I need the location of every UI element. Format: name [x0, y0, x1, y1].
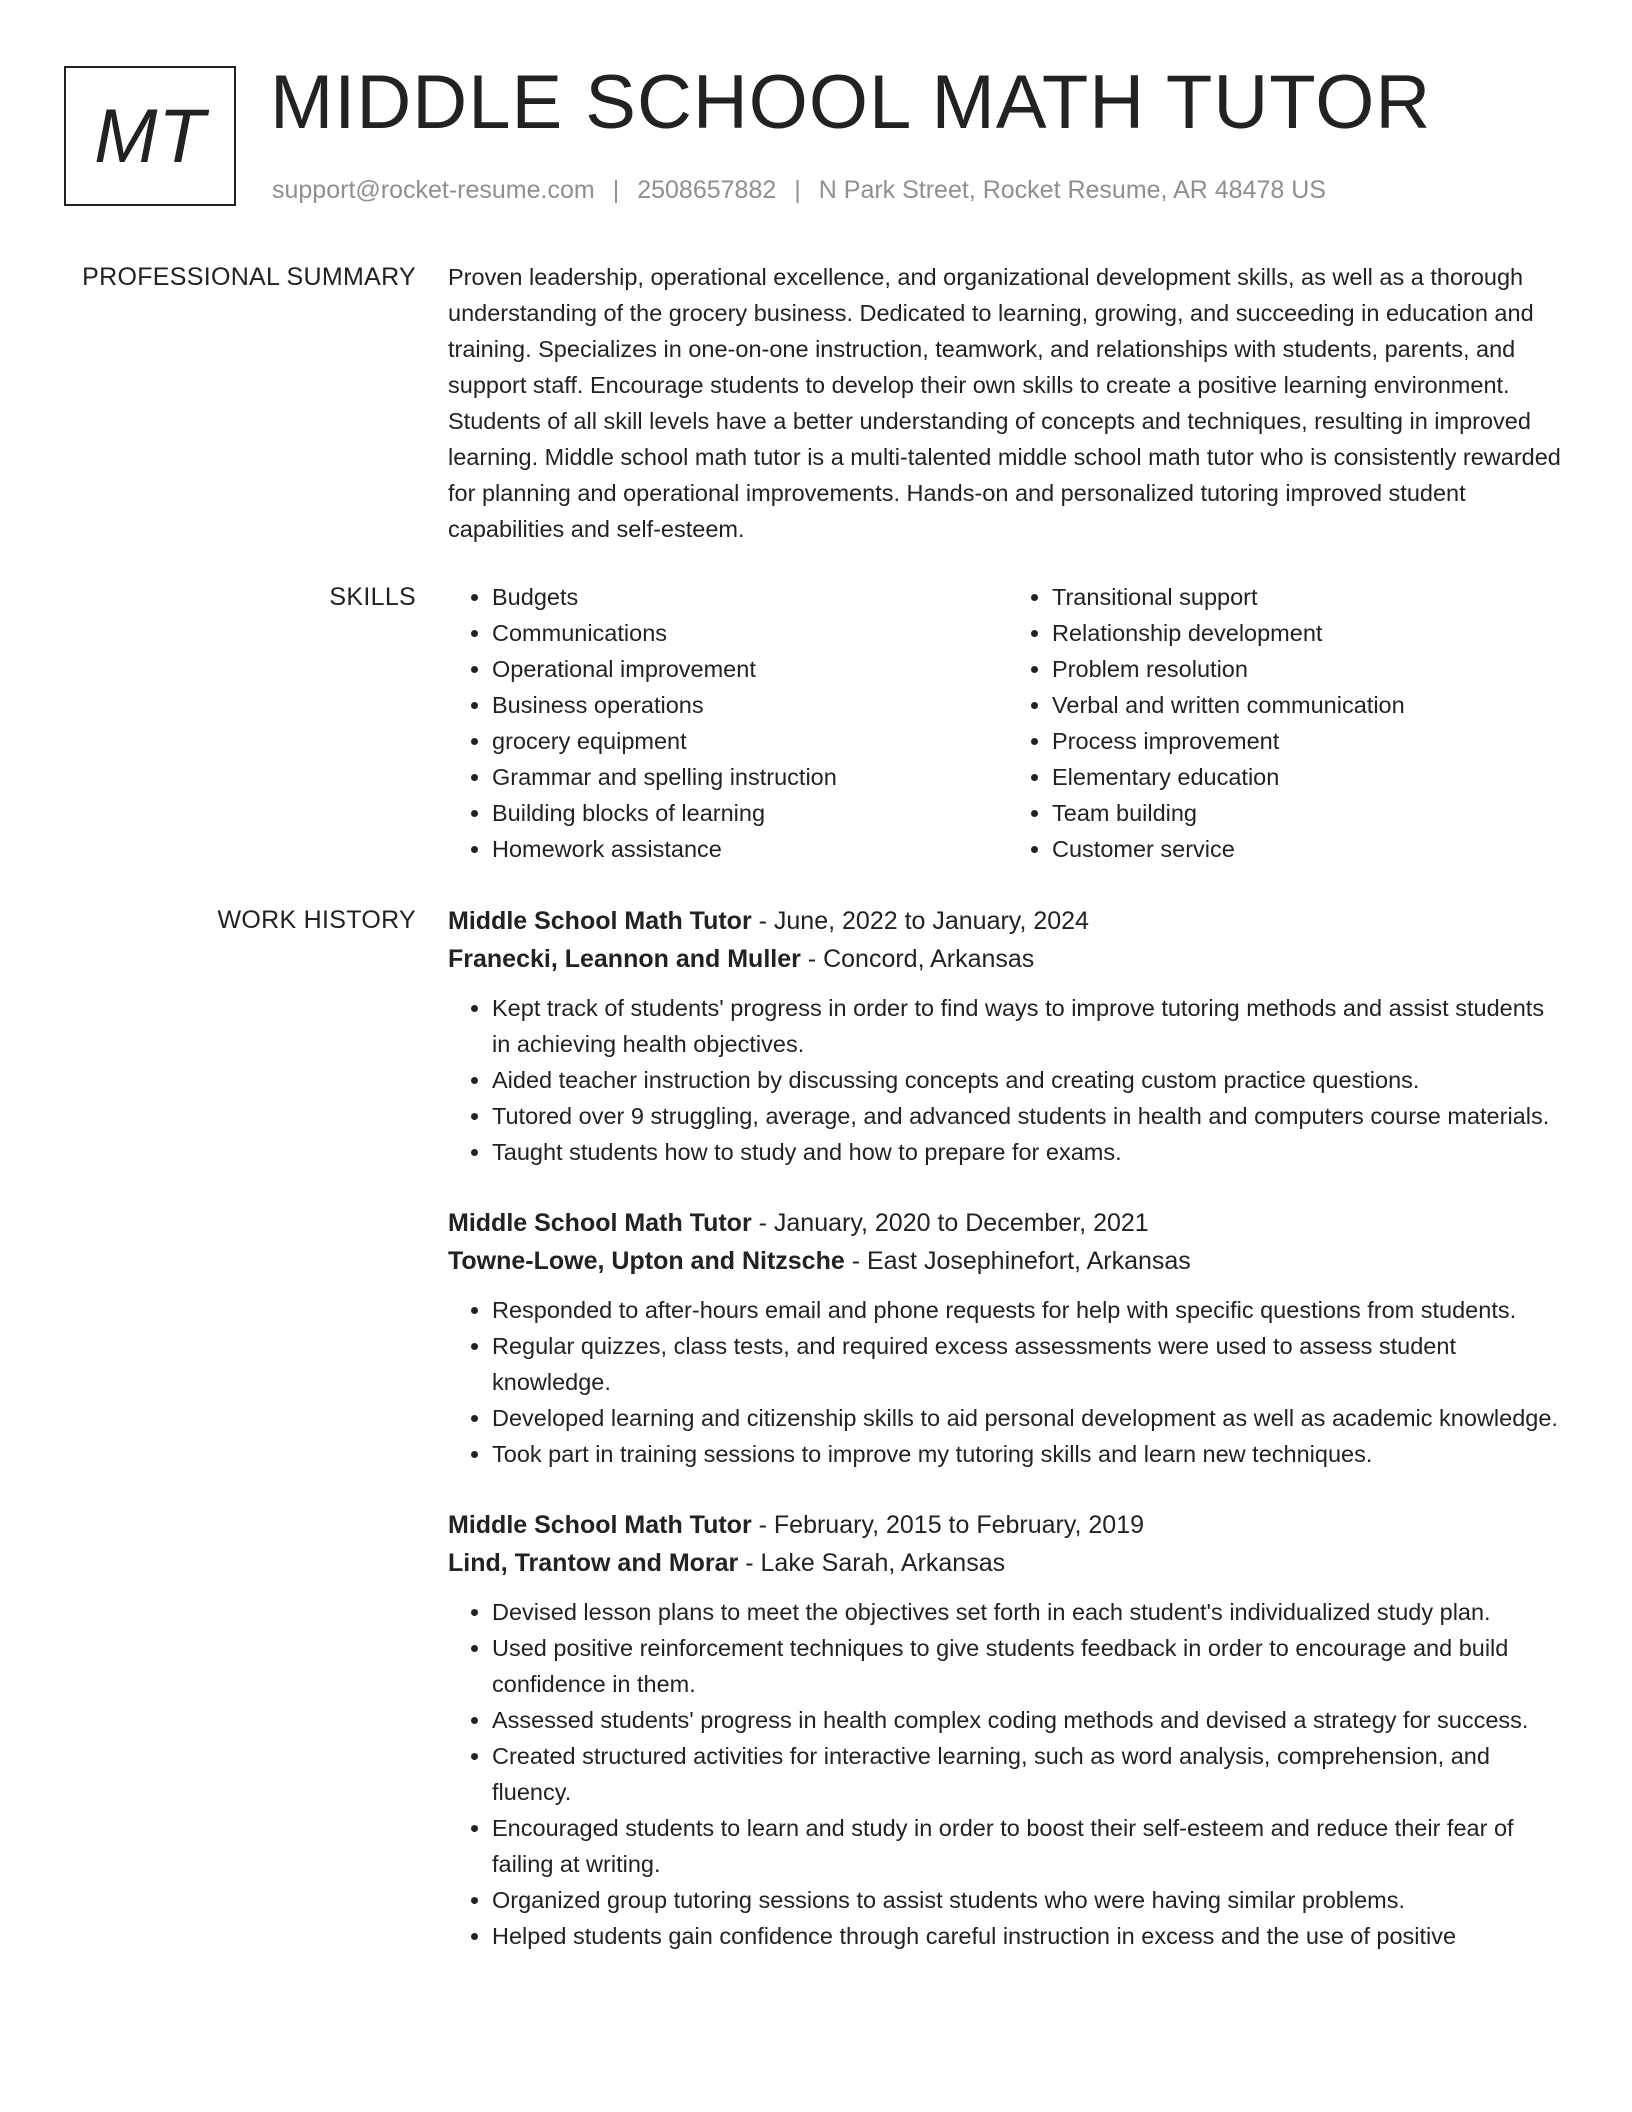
job-bullet: • Took part in training sessions to improve my tutoring skills and learn new techniques. [492, 1436, 1568, 1472]
job-bullet: • Assessed students' progress in health complex coding methods and devised a strategy for success. [492, 1702, 1568, 1738]
job-dates: - February, 2015 to February, 2019 [751, 1511, 1145, 1539]
skill-item: • Relationship development [1052, 615, 1568, 651]
job-company-line [448, 1544, 1568, 1582]
job-bullet: • Taught students how to study and how to prepare for exams. [492, 1134, 1568, 1170]
job-bullet: • Encouraged students to learn and study in order to boost their self-esteem and reduce their fear of failing at writing. [492, 1810, 1568, 1882]
job-bullet: • Aided teacher instruction by discussing concepts and creating custom practice questions. [492, 1062, 1568, 1098]
work-body [448, 902, 1568, 1988]
summary-body [448, 259, 1568, 547]
skill-item: • Verbal and written communication [1052, 687, 1568, 723]
job-company: Franecki, Leannon and Muller [448, 945, 801, 973]
skill-item: • Budgets [492, 579, 1008, 615]
job-bullet: • Helped students gain confidence through careful instruction in excess and the use of positive [492, 1918, 1568, 1954]
skills-list-left [448, 579, 1008, 867]
skills-heading: SKILLS [329, 583, 416, 611]
job-bullet: • Kept track of students' progress in order to find ways to improve tutoring methods and assist students in achieving health objectives. [492, 990, 1568, 1062]
job-bullet: • Tutored over 9 struggling, average, and advanced students in health and computers course materials. [492, 1098, 1568, 1134]
skill-item: • Team building [1052, 795, 1568, 831]
skill-item: • Homework assistance [492, 831, 1008, 867]
contact-separator: | [612, 176, 620, 204]
summary-text: Proven leadership, operational excellence, and organizational development skills, as well as a thorough understanding of the grocery business. Dedicated to learning, growing, and succeeding in education and training. Specializes in one-on-one instruction, teamwork, and relationships with students, parents, and support staff. Encourage students to develop their own skills to create a positive learning environment. Students of all skill levels have a better understanding of concepts and techniques, resulting in improved learning. Middle school math tutor is a multi-talented middle school math tutor who is consistently rewarded for planning and operational improvements. Hands-on and personalized tutoring improved student capabilities and self-esteem. [448, 264, 1561, 542]
skill-item: • grocery equipment [492, 723, 1008, 759]
summary-heading: PROFESSIONAL SUMMARY [82, 263, 416, 291]
job-title: Middle School Math Tutor [448, 1511, 752, 1539]
skill-item: • Process improvement [1052, 723, 1568, 759]
contact-phone[interactable]: 2508657882 [637, 176, 777, 204]
job-title: Middle School Math Tutor [448, 907, 752, 935]
job-bullets [448, 1292, 1568, 1472]
job-location: - Concord, Arkansas [800, 945, 1035, 973]
job-bullet: • Created structured activities for interactive learning, such as word analysis, comprehension, and fluency. [492, 1738, 1568, 1810]
job-bullet: • Organized group tutoring sessions to assist students who were having similar problems. [492, 1882, 1568, 1918]
skill-item: • Problem resolution [1052, 651, 1568, 687]
page-title: MIDDLE SCHOOL MATH TUTOR [270, 60, 1432, 145]
job-dates: - January, 2020 to December, 2021 [751, 1209, 1149, 1237]
contact-email[interactable]: support@rocket-resume.com [272, 176, 595, 204]
job-entry [448, 1204, 1568, 1472]
job-company-line [448, 940, 1568, 978]
job-entry [448, 902, 1568, 1170]
monogram: MT [64, 66, 236, 206]
job-location: - East Josephinefort, Arkansas [844, 1247, 1191, 1275]
job-bullet: • Devised lesson plans to meet the objectives set forth in each student's individualized study plan. [492, 1594, 1568, 1630]
contact-address: N Park Street, Rocket Resume, AR 48478 US [818, 176, 1326, 204]
job-bullets [448, 1594, 1568, 1954]
job-bullets [448, 990, 1568, 1170]
skill-item: • Operational improvement [492, 651, 1008, 687]
job-bullet: • Responded to after-hours email and phone requests for help with specific questions from students. [492, 1292, 1568, 1328]
skill-item: • Business operations [492, 687, 1008, 723]
work-heading: WORK HISTORY [217, 906, 416, 934]
skill-item: • Customer service [1052, 831, 1568, 867]
job-company: Towne-Lowe, Upton and Nitzsche [448, 1247, 845, 1275]
job-company-line [448, 1242, 1568, 1280]
skill-item: • Grammar and spelling instruction [492, 759, 1008, 795]
skills-body [448, 579, 1568, 867]
job-dates: - June, 2022 to January, 2024 [751, 907, 1089, 935]
skill-item: • Communications [492, 615, 1008, 651]
contact-line [272, 176, 1326, 205]
job-bullet: • Regular quizzes, class tests, and required excess assessments were used to assess student knowledge. [492, 1328, 1568, 1400]
job-title-line [448, 1506, 1568, 1544]
skills-list-right [1008, 579, 1568, 867]
skill-item: • Transitional support [1052, 579, 1568, 615]
job-location: - Lake Sarah, Arkansas [738, 1549, 1006, 1577]
contact-separator: | [794, 176, 801, 204]
job-bullet: • Developed learning and citizenship skills to aid personal development as well as academic knowledge. [492, 1400, 1568, 1436]
job-title-line [448, 902, 1568, 940]
job-company: Lind, Trantow and Morar [448, 1549, 739, 1577]
job-bullet: • Used positive reinforcement techniques to give students feedback in order to encourage and build confidence in them. [492, 1630, 1568, 1702]
job-title-line [448, 1204, 1568, 1242]
job-entry [448, 1506, 1568, 1954]
skill-item: • Elementary education [1052, 759, 1568, 795]
skill-item: • Building blocks of learning [492, 795, 1008, 831]
job-title: Middle School Math Tutor [448, 1209, 752, 1237]
